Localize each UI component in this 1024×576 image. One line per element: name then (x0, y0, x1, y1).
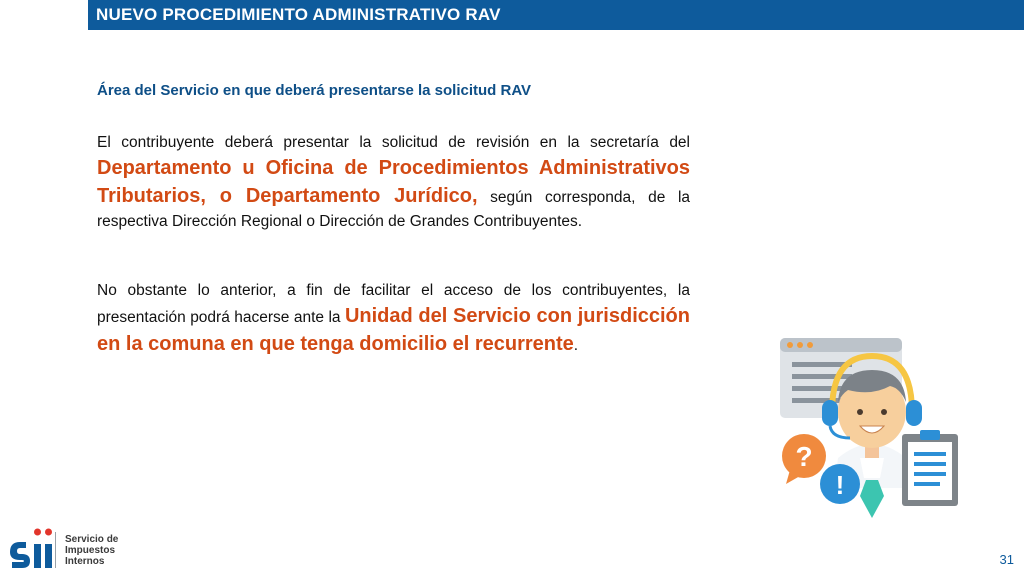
clipboard-icon (902, 430, 958, 506)
paragraph-1-highlight: Departamento u Oficina de Procedimientos Administrativos Tributarios, o Departamento Jurídico, (97, 157, 690, 207)
paragraph-1-text-end: según corresponda, de la respectiva Dirección Regional o Dirección de Grandes Contribuyentes. (97, 189, 691, 230)
question-bubble-icon (782, 434, 826, 484)
paragraph-2-highlight: Unidad del Servicio con jurisdicción en la comuna en que tenga domicilio el recurrente (97, 305, 690, 355)
support-agent-illustration (760, 330, 980, 530)
question-mark: ? (795, 441, 813, 472)
logo-text (65, 534, 118, 567)
exclamation-bubble-icon (820, 464, 860, 504)
paragraph-2-text-end: . (573, 337, 579, 354)
paragraph-2-text: No obstante lo anterior, a fin de facilitar el acceso de los contribuyentes, la presentación podrá hacerse ante la (97, 282, 690, 326)
section-subtitle: Área del Servicio en que deberá presentarse la solicitud RAV (97, 82, 532, 99)
paragraph-2 (97, 279, 690, 358)
logo-line-2: Impuestos (65, 545, 116, 556)
paragraph-1-text: El contribuyente deberá presentar la solicitud de revisión en la secretaría del (97, 134, 690, 151)
logo-line-1: Servicio de (65, 534, 119, 545)
logo-line-3: Internos (65, 556, 105, 567)
exclamation-mark: ! (835, 470, 845, 500)
page-number: 31 (999, 552, 1014, 567)
paragraph-1 (97, 131, 690, 233)
header-bar (88, 0, 1024, 30)
header-title: NUEVO PROCEDIMIENTO ADMINISTRATIVO RAV (96, 5, 501, 24)
